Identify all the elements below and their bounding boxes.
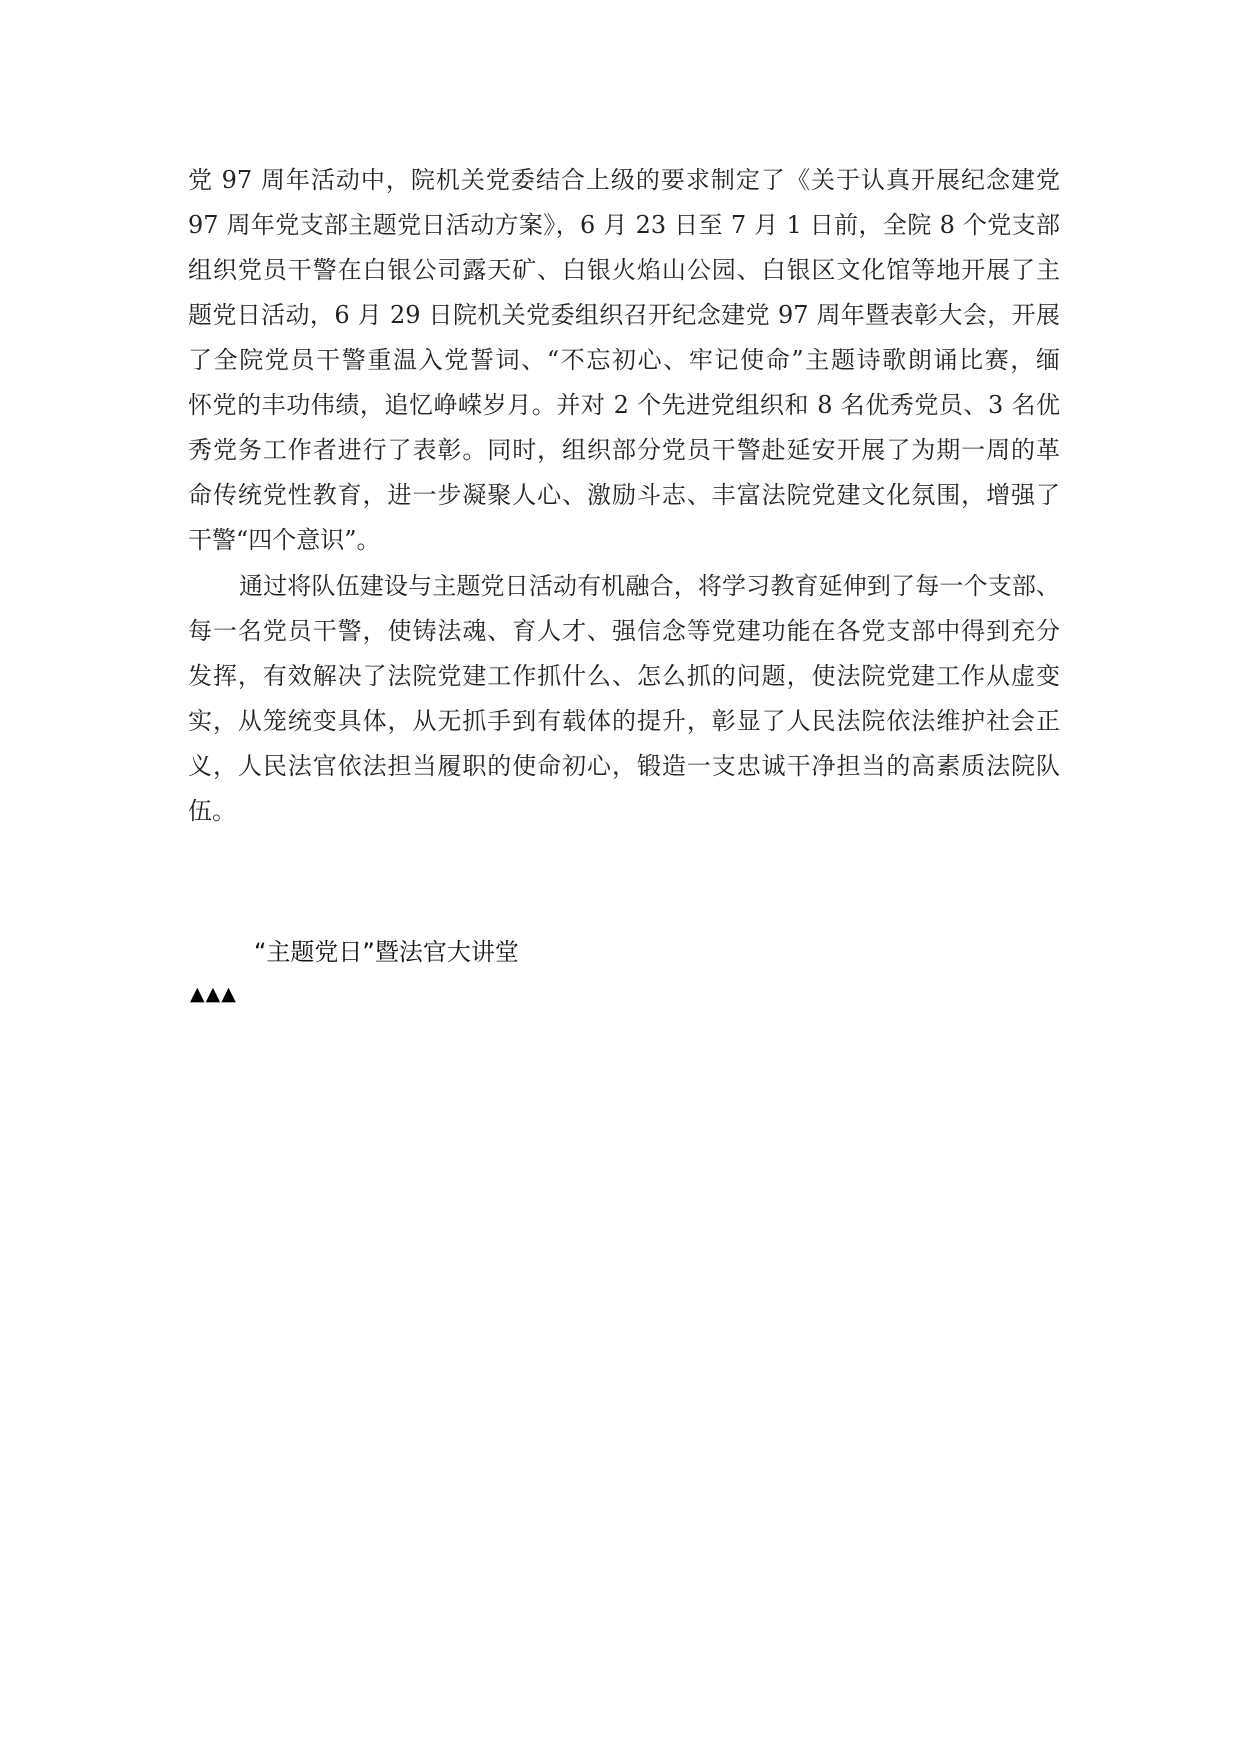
text-line: 命传统党性教育，进一步凝聚人心、激励斗志、丰富法院党建文化氛围，增强了 bbox=[188, 481, 1060, 509]
text-line: 组织党员干警在白银公司露天矿、白银火焰山公园、白银区文化馆等地开展了主 bbox=[188, 256, 1060, 284]
text-line: 发挥，有效解决了法院党建工作抓什么、怎么抓的问题，使法院党建工作从虚变 bbox=[188, 662, 1060, 690]
body-paragraph-1 bbox=[188, 158, 1060, 563]
text-line: 伍。 bbox=[188, 797, 236, 825]
text-line: 党 97 周年活动中，院机关党委结合上级的要求制定了《关于认真开展纪念建党 bbox=[188, 166, 1060, 194]
section-heading: “主题党日”暨法官大讲堂 bbox=[254, 938, 519, 966]
text-line: 题党日活动，6 月 29 日院机关党委组织召开纪念建党 97 周年暨表彰大会，开展 bbox=[188, 301, 1060, 329]
text-line: 义，人民法官依法担当履职的使命初心，锻造一支忠诚干净担当的高素质法院队 bbox=[188, 752, 1060, 780]
text-line: 实，从笼统变具体，从无抓手到有载体的提升，彰显了人民法院依法维护社会正 bbox=[188, 707, 1060, 735]
text-line: 了全院党员干警重温入党誓词、“不忘初心、牢记使命”主题诗歌朗诵比赛，缅 bbox=[188, 346, 1060, 374]
text-line: 97 周年党支部主题党日活动方案》，6 月 23 日至 7 月 1 日前，全院 8 个党支部 bbox=[188, 211, 1060, 239]
triangle-marker-icon: ▲▲▲ bbox=[190, 983, 237, 1005]
body-paragraph-2 bbox=[188, 564, 1060, 834]
text-line: 秀党务工作者进行了表彰。同时，组织部分党员干警赴延安开展了为期一周的革 bbox=[188, 436, 1060, 464]
text-line: 干警“四个意识”。 bbox=[188, 526, 381, 554]
text-line: 每一名党员干警，使铸法魂、育人才、强信念等党建功能在各党支部中得到充分 bbox=[188, 617, 1060, 645]
text-line: 怀党的丰功伟绩，追忆峥嵘岁月。并对 2 个先进党组织和 8 名优秀党员、3 名优 bbox=[188, 391, 1060, 419]
text-line: 通过将队伍建设与主题党日活动有机融合，将学习教育延伸到了每一个支部、 bbox=[239, 572, 1060, 600]
